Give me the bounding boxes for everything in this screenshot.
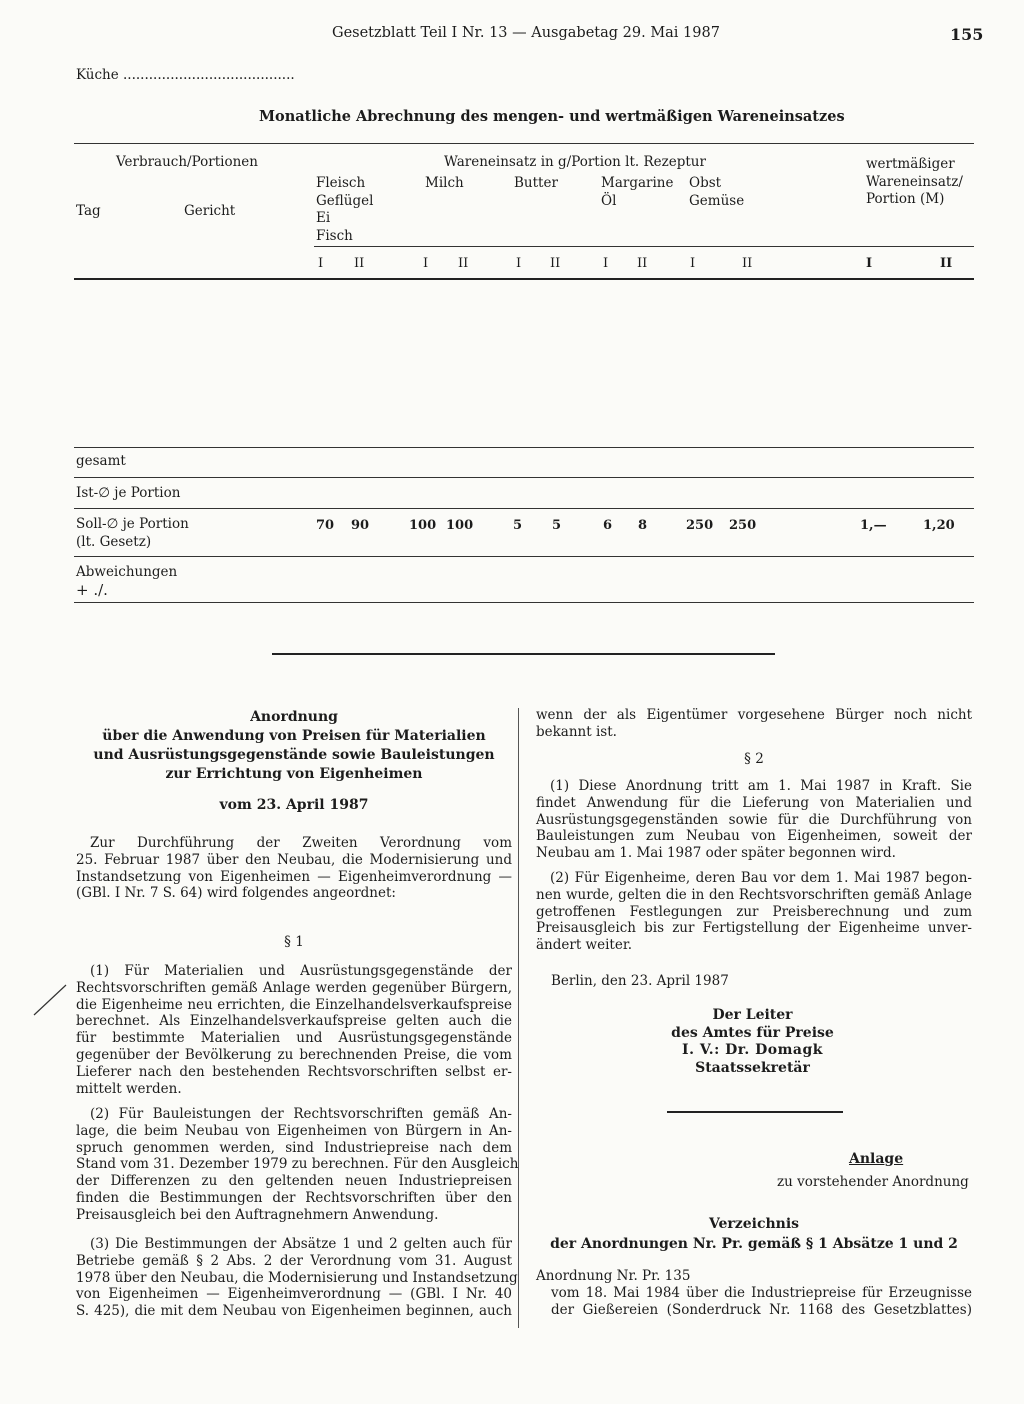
entry-text: vom 18. Mai 1984 über die Industriepreise für Erzeugnisse der Gießereien (Sonderdruck Nr. 1168 des Gesetzblattes) xyxy=(551,1285,972,1318)
margin-mark-icon xyxy=(30,982,70,1018)
target-value: 1,— xyxy=(860,518,887,533)
row-target-label: Soll-∅ je Portion (lt. Gesetz) xyxy=(76,516,189,550)
row-total-label: gesamt xyxy=(76,453,126,469)
roman-label: II xyxy=(940,256,953,271)
table-row-rule xyxy=(74,477,974,478)
table-top-rule xyxy=(74,143,974,144)
table-header-rule xyxy=(74,278,974,280)
table-row-rule xyxy=(74,556,974,557)
continued-paragraph: wenn der als Eigentümer vorgesehene Bürger noch nicht bekannt ist. xyxy=(536,707,972,740)
col-consumption: Verbrauch/Portionen xyxy=(116,154,258,170)
list-title: Verzeichnis der Anordnungen Nr. Pr. gemäß § 1 Absätze 1 und 2 xyxy=(550,1216,958,1252)
section-2-paragraph-1: (1) Diese Anordnung tritt am 1. Mai 1987 in Kraft. Sie findet Anwendung für die Lieferung von Materialien und Ausrüstungsgegenständen sowie für die Durchführung von Bauleistungen zum Neubau von Eigenheimen, soweit der Neubau am 1. Mai 1987 oder später begonnen wird. xyxy=(536,778,972,862)
roman-label: I xyxy=(318,256,324,271)
annex-subtitle: zu vorstehender Anordnung xyxy=(777,1174,969,1190)
target-value: 250 xyxy=(729,518,757,533)
column-divider xyxy=(518,708,519,1328)
target-value: 250 xyxy=(686,518,714,533)
table-body-rule xyxy=(74,447,974,448)
page-number: 155 xyxy=(950,25,984,44)
ordinance-title: Anordnung über die Anwendung von Preisen für Materialien und Ausrüstungsgegenstände sowie Bauleistungen zur Errichtung von Eigenheimen xyxy=(93,709,495,782)
roman-label: II xyxy=(458,256,469,271)
form-title: Monatliche Abrechnung des mengen- und wertmäßigen Wareneinsatzes xyxy=(259,108,845,125)
roman-label: I xyxy=(603,256,609,271)
roman-label: I xyxy=(423,256,429,271)
target-value: 90 xyxy=(351,518,370,533)
table-bottom-rule xyxy=(74,602,974,603)
section-1-paragraph-2: (2) Für Bauleistungen der Rechtsvorschriften gemäß An- lage, die beim Neubau von Eigenheimen von Bürgern in An- spruch genommen werden, sind Industriepreise nach dem Stand vom 31. Dezember 1979 zu berechnen. Für den Ausgleich der Differenzen zu den geltenden neuen Industriepreisen finden die Bestimmungen der Rechtsvorschriften über den Preisausgleich bei den Auftragnehmern Anwendung. xyxy=(76,1106,519,1223)
target-value: 100 xyxy=(446,518,474,533)
target-value: 8 xyxy=(638,518,648,533)
roman-label: I xyxy=(690,256,696,271)
table-row-rule xyxy=(74,508,974,509)
category-meat: Fleisch Geflügel Ei Fisch xyxy=(316,175,374,244)
target-value: 70 xyxy=(316,518,335,533)
running-title: Gesetzblatt Teil I Nr. 13 — Ausgabetag 29. Mai 1987 xyxy=(332,25,720,41)
category-fruit: Obst Gemüse xyxy=(689,175,745,209)
target-value: 100 xyxy=(409,518,437,533)
signature-divider xyxy=(667,1111,843,1113)
roman-label: I xyxy=(516,256,522,271)
category-butter: Butter xyxy=(514,175,558,191)
target-value: 6 xyxy=(603,518,613,533)
section-1-paragraph-3: (3) Die Bestimmungen der Absätze 1 und 2 gelten auch für Betriebe gemäß § 2 Abs. 2 der Verordnung vom 31. August 1978 über den Neubau, die Modernisierung und Instandsetzung von Eigenheimen — Eigenheimverordnung — (GBl. I Nr. 40 S. 425), die mit dem Neubau von Eigenheimen beginnen, auch xyxy=(76,1236,518,1320)
kitchen-label: Küche ........................................ xyxy=(76,67,295,83)
roman-label: II xyxy=(637,256,648,271)
col-dish: Gericht xyxy=(184,203,236,219)
target-value: 5 xyxy=(513,518,523,533)
col-value: wertmäßiger Wareneinsatz/ Portion (M) xyxy=(866,156,963,207)
place-date: Berlin, den 23. April 1987 xyxy=(551,973,729,989)
target-value: 1,20 xyxy=(923,518,955,533)
section-2-paragraph-2: (2) Für Eigenheime, deren Bau vor dem 1. Mai 1987 begon- nen wurde, gelten die in den Rechtsvorschriften gemäß Anlage getroffenen Festlegungen zur Preisberechnung und zum Preisausgleich bis zur Fertigstellung der Eigenheime unver- ändert weiter. xyxy=(536,870,972,954)
section-1-paragraph-1: (1) Für Materialien und Ausrüstungsgegenstände der Rechtsvorschriften gemäß Anlage werden gegenüber Bürgern, die Eigenheime neu errichten, die Einzelhandelsverkaufspreise berechnet. Als Einzelhandelsverkaufspreise gelten auch die für bestimmte Materialien und Ausrüstungsgegenstände gegenüber der Bevölkerung zu berechnenden Preise, die vom Lieferer nach den bestehenden Rechtsvorschriften selbst er- mittelt werden. xyxy=(76,963,512,1097)
category-margarine: Margarine Öl xyxy=(601,175,674,209)
section-2-heading: § 2 xyxy=(744,751,764,767)
section-divider xyxy=(272,653,775,655)
section-1-heading: § 1 xyxy=(284,934,304,950)
category-milk: Milch xyxy=(425,175,464,191)
roman-label: II xyxy=(550,256,561,271)
target-value: 5 xyxy=(552,518,562,533)
entry-number: Anordnung Nr. Pr. 135 xyxy=(536,1268,691,1284)
preamble-paragraph: Zur Durchführung der Zweiten Verordnung vom 25. Februar 1987 über den Neubau, die Modernisierung und Instandsetzung von Eigenheimen — Eigenheimverordnung — (GBl. I Nr. 7 S. 64) wird folgendes angeordnet: xyxy=(76,835,512,902)
roman-label: II xyxy=(354,256,365,271)
col-day: Tag xyxy=(76,203,101,219)
col-goods: Wareneinsatz in g/Portion lt. Rezeptur xyxy=(444,154,706,170)
roman-label: I xyxy=(866,256,873,271)
row-deviation-label: Abweichungen + ./. xyxy=(76,564,178,599)
row-actual-label: Ist-∅ je Portion xyxy=(76,485,181,501)
annex-title: Anlage xyxy=(849,1151,904,1167)
subheader-rule xyxy=(314,246,974,247)
roman-label: II xyxy=(742,256,753,271)
signature-block: Der Leiter des Amtes für Preise I. V.: Dr. Domagk Staatssekretär xyxy=(671,1007,834,1076)
ordinance-date: vom 23. April 1987 xyxy=(219,797,369,813)
